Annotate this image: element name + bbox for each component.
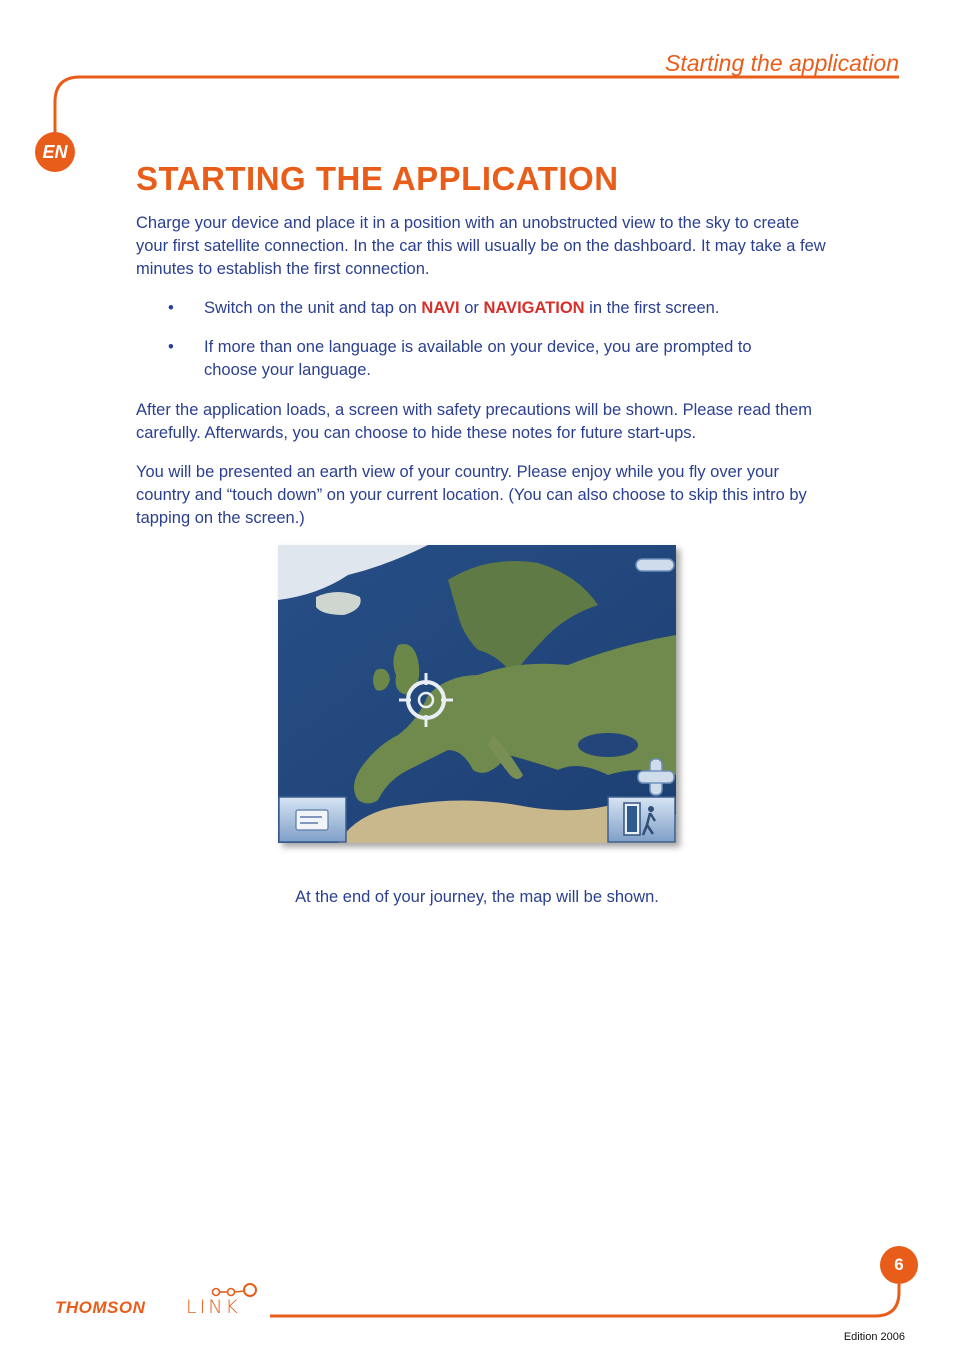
thomson-logo: THOMSON <box>55 1298 146 1317</box>
page-number: 6 <box>880 1246 918 1284</box>
link-logo: LINK <box>186 1296 241 1318</box>
earth-view-paragraph: You will be presented an earth view of your country. Please enjoy while you fly over your country and “touch down” on your current location. (You can also choose to skip this intro by tapping on the screen.) <box>136 463 807 527</box>
page-title: STARTING THE APPLICATION <box>136 160 619 197</box>
safety-paragraph: After the application loads, a screen with safety precautions will be shown. Please read them carefully. Afterwards, you can choose to hide these notes for future start-ups. <box>136 401 812 442</box>
edition-label: Edition 2006 <box>843 1331 905 1343</box>
earth-view-screenshot <box>278 545 676 843</box>
keyword-navi: NAVI <box>421 299 460 317</box>
intro-paragraph: Charge your device and place it in a position with an unobstructed view to the sky to create your first satellite connection. In the car this will usually be on the dashboard. It may take a few minutes to establish the first connection. <box>136 214 826 278</box>
menu-icon[interactable] <box>279 797 346 842</box>
bullet-text: Switch on the unit and tap on NAVI or NAVIGATION in the first screen. <box>204 299 720 317</box>
bullet-icon: • <box>168 338 174 356</box>
bullet-icon: • <box>168 299 174 317</box>
language-badge: EN <box>35 132 75 172</box>
screenshot-caption: At the end of your journey, the map will be shown. <box>295 888 659 906</box>
running-header: Starting the application <box>665 50 899 76</box>
keyword-navigation: NAVIGATION <box>483 299 585 317</box>
exit-icon[interactable] <box>608 797 675 842</box>
zoom-out-icon[interactable] <box>636 559 674 571</box>
bullet-text: If more than one language is available on your device, you are prompted to choose your language. <box>204 338 752 379</box>
